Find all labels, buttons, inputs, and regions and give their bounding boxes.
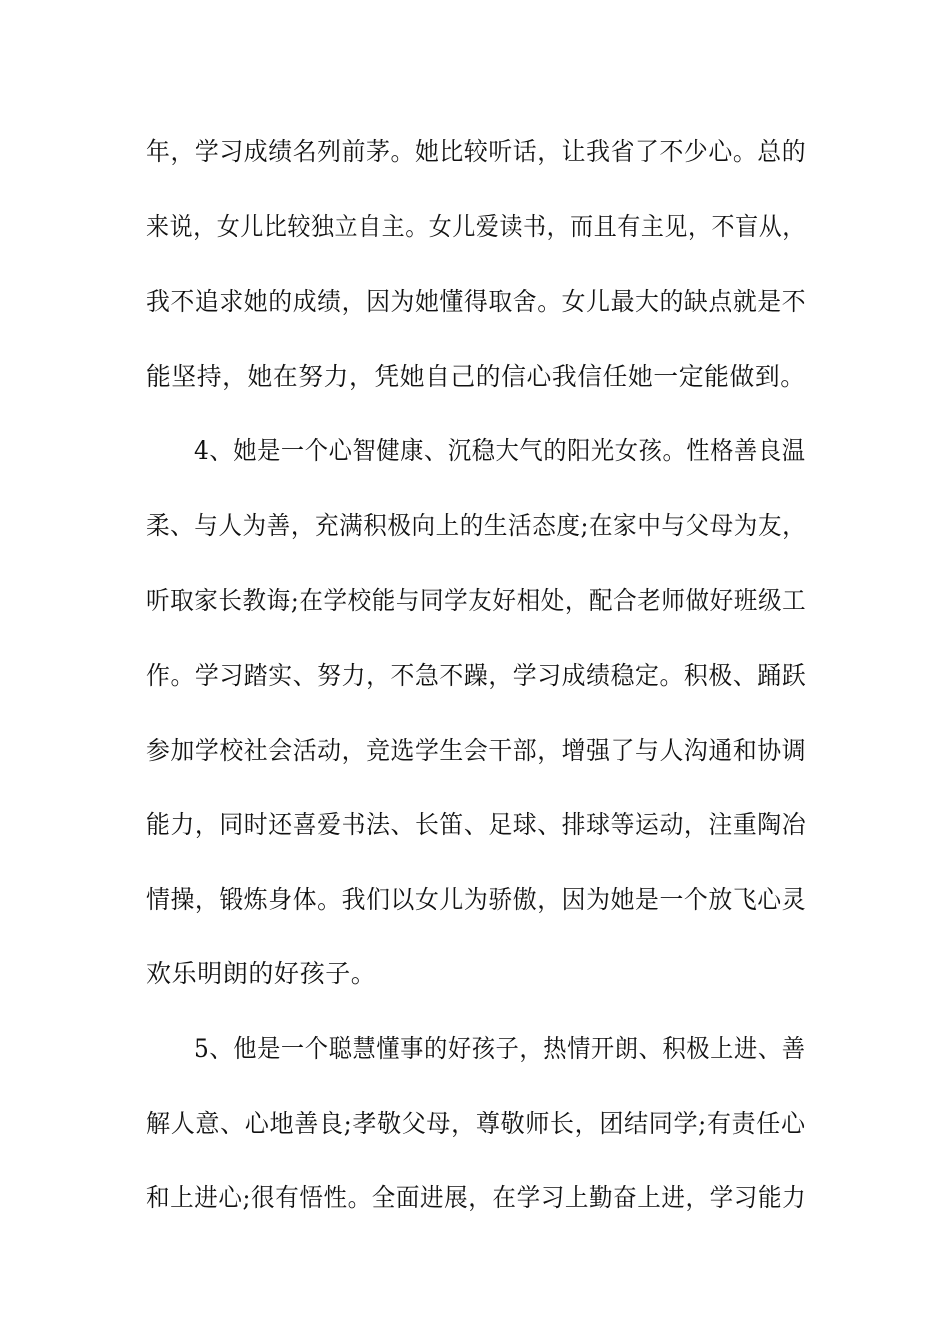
text-line-9: 参加学校社会活动，竞选学生会干部，增强了与人沟通和协调: [146, 736, 807, 765]
text-line-3: 我不追求她的成绩，因为她懂得取舍。女儿最大的缺点就是不: [146, 287, 807, 316]
text-line-15: 和上进心;很有悟性。全面进展，在学习上勤奋上进，学习能力: [146, 1183, 807, 1212]
text-line-10: 能力，同时还喜爱书法、长笛、足球、排球等运动，注重陶冶: [146, 810, 807, 839]
text-line-8: 作。学习踏实、努力，不急不躁，学习成绩稳定。积极、踊跃: [146, 661, 807, 690]
paragraph-5-first-line: 5、他是一个聪慧懂事的好孩子，热情开朗、积极上进、善: [194, 1034, 806, 1063]
text-line-14: 解人意、心地善良;孝敬父母，尊敬师长，团结同学;有责任心: [146, 1109, 806, 1138]
paragraph-4-first-line: 4、她是一个心智健康、沉稳大气的阳光女孩。性格善良温: [194, 436, 806, 465]
text-line-6: 柔、与人为善，充满积极向上的生活态度;在家中与父母为友，: [146, 511, 807, 540]
text-line-1: 年，学习成绩名列前茅。她比较听话，让我省了不少心。总的: [146, 137, 807, 166]
text-line-2: 来说，女儿比较独立自主。女儿爱读书，而且有主见，不盲从，: [146, 212, 806, 241]
text-line-4: 能坚持，她在努力，凭她自己的信心我信任她一定能做到。: [146, 362, 806, 391]
text-line-12: 欢乐明朗的好孩子。: [146, 959, 377, 988]
text-line-11: 情操，锻炼身体。我们以女儿为骄傲，因为她是一个放飞心灵: [146, 885, 807, 914]
text-line-7: 听取家长教诲;在学校能与同学友好相处，配合老师做好班级工: [146, 586, 807, 615]
